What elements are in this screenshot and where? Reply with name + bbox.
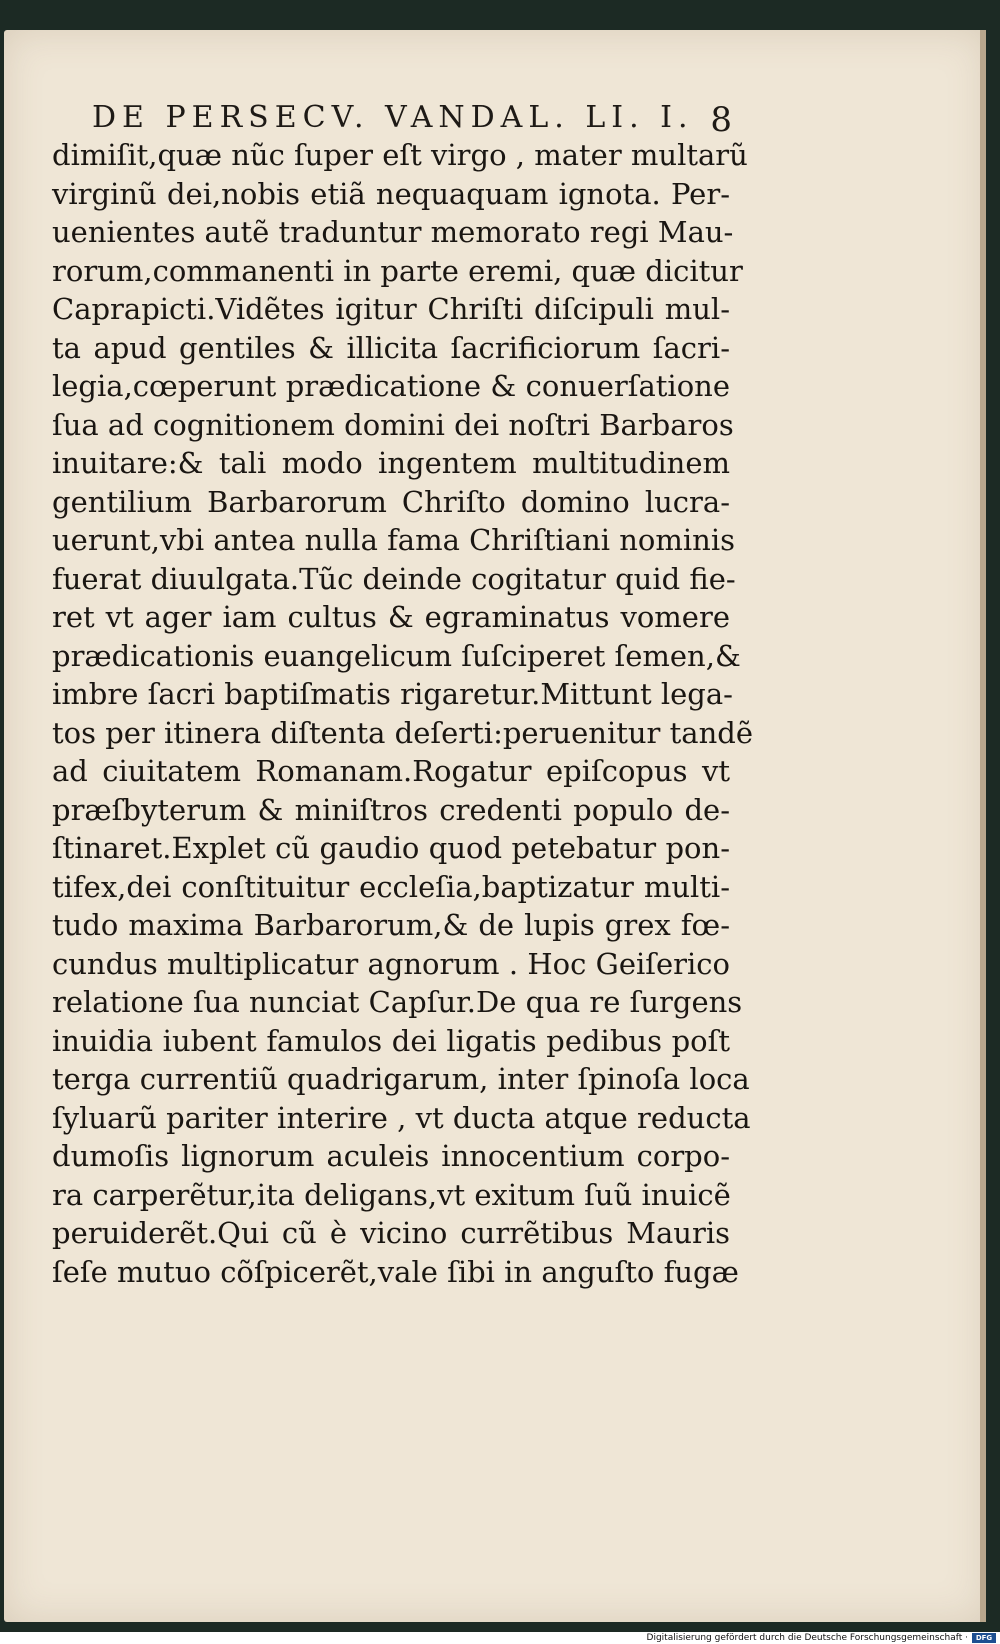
text-line: dumoſis lignorum aculeis innocentium corpo-	[52, 1139, 730, 1173]
text-line: tifex,dei conſtituitur eccleſia,baptizatur multi-	[52, 869, 730, 904]
text-line: ſyluarũ pariter interire , vt ducta atque reducta	[52, 1100, 751, 1135]
text-line: fuerat diuulgata.Tũc deinde cogitatur quid fie-	[52, 561, 736, 596]
page-edge	[980, 30, 986, 1622]
text-line: tos per itinera diſtenta deſerti:peruenitur tandẽ	[52, 715, 753, 750]
digitization-credit: Digitalisierung gefördert durch die Deutsche Forschungsgemeinschaft ·	[646, 1633, 968, 1643]
text-line: inuitare:& tali modo ingentem multitudinem	[52, 446, 730, 480]
text-line: Caprapicti.Vidẽtes igitur Chriſti diſcipuli mul-	[52, 292, 730, 326]
page-number: 8	[710, 100, 732, 140]
text-line: prædicationis euangelicum ſuſciperet ſemen,&	[52, 638, 741, 673]
text-line: peruiderẽt.Qui cũ è vicino currẽtibus Mauris	[52, 1216, 730, 1250]
text-line: ret vt ager iam cultus & egraminatus vomere	[52, 600, 730, 634]
text-line: ta apud gentiles & illicita ſacrificiorum ſacri-	[52, 330, 730, 365]
text-line: uerunt,vbi antea nulla fama Chriſtiani nominis	[52, 523, 735, 557]
dfg-logo: DFG	[972, 1633, 996, 1643]
text-line: rorum,commanenti in parte eremi, quæ dicitur	[52, 253, 743, 288]
text-line: relatione ſua nunciat Capſur.De qua re ſurgens	[52, 985, 743, 1019]
running-title: DE PERSECV. VANDAL. LI. I.	[92, 100, 694, 135]
text-line: ſua ad cognitionem domini dei noſtri Barbaros	[52, 407, 734, 442]
text-line: inuidia iubent famulos dei ligatis pedibus poſt	[52, 1023, 730, 1058]
text-line: legia,cœperunt prædicatione & conuerſatione	[52, 369, 730, 403]
text-line: ſeſe mutuo cõſpicerẽt,vale ſibi in anguſto fugæ	[52, 1254, 739, 1289]
running-head	[92, 100, 732, 140]
text-line: terga currentiũ quadrigarum, inter ſpinoſa loca	[52, 1062, 750, 1096]
text-line: ſtinaret.Explet cũ gaudio quod petebatur pon-	[52, 831, 730, 865]
text-line: virginũ dei,nobis etiã nequaquam ignota. Per-	[52, 176, 730, 211]
text-line: tudo maxima Barbarorum,& de lupis grex fœ-	[52, 908, 730, 942]
text-block	[52, 136, 753, 1291]
footer-bar	[0, 1632, 1000, 1644]
text-line: præſbyterum & miniſtros credenti populo de-	[52, 792, 730, 827]
text-line: imbre ſacri baptiſmatis rigaretur.Mittunt lega-	[52, 677, 733, 711]
text-line: ad ciuitatem Romanam.Rogatur epiſcopus vt	[52, 754, 730, 788]
text-line: gentilium Barbarorum Chriſto domino lucra-	[52, 484, 730, 519]
text-line: uenientes autẽ traduntur memorato regi Mau-	[52, 215, 734, 249]
text-line: dimiſit,quæ nũc ſuper eſt virgo , mater multarũ	[52, 138, 748, 172]
text-line: cundus multiplicatur agnorum . Hoc Geiſerico	[52, 946, 730, 981]
text-line: ra carperẽtur,ita deligans,vt exitum ſuũ inuicẽ	[52, 1177, 731, 1212]
